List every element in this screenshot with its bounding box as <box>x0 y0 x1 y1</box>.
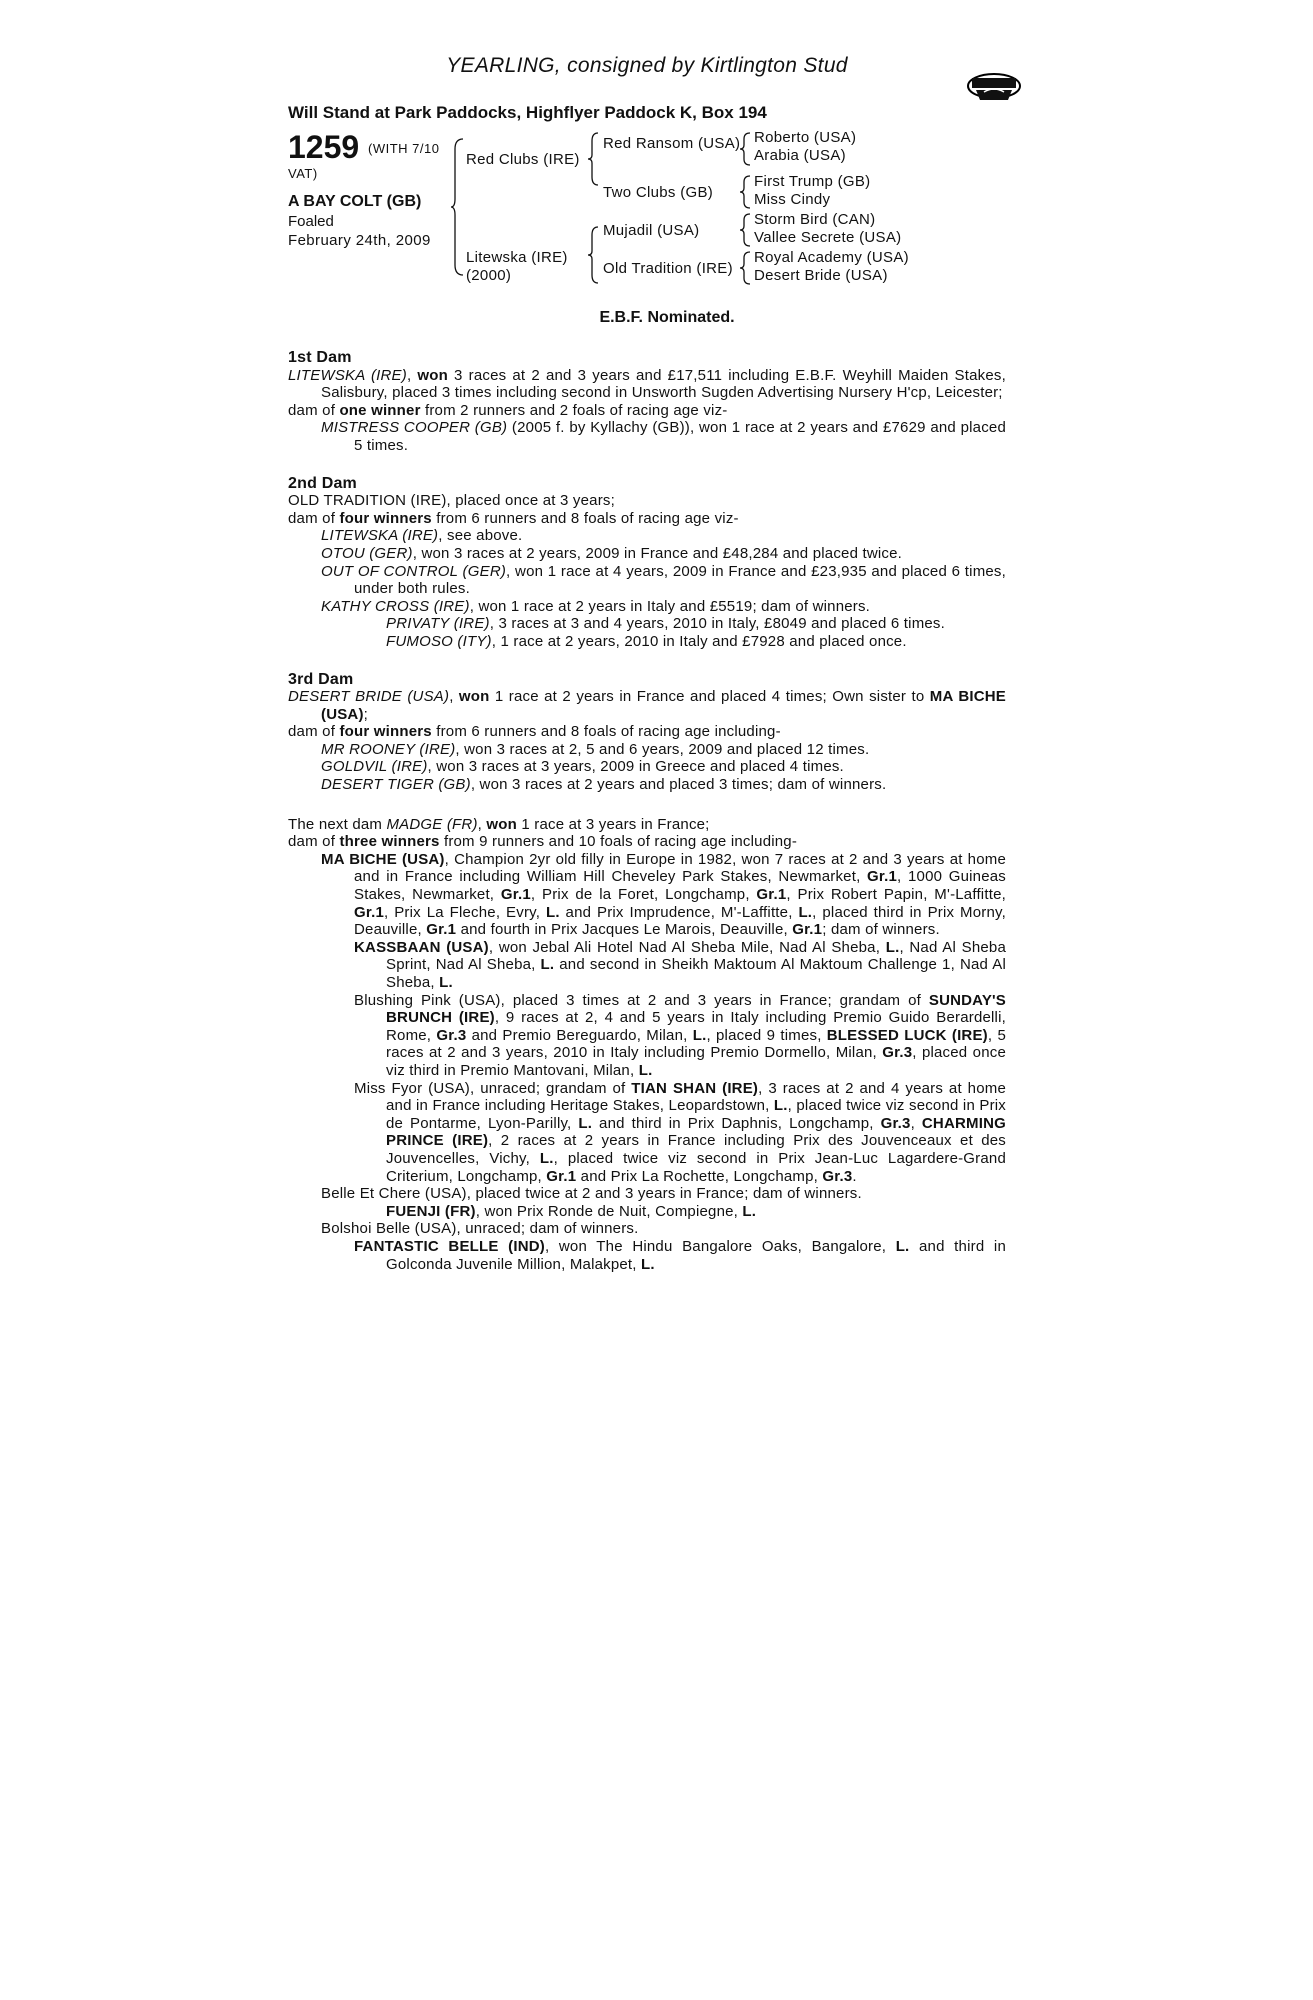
pedigree-sire: Red Clubs (IRE) <box>466 151 580 168</box>
dam-of-line: dam of four winners from 6 runners and 8 foals of racing age including- <box>288 723 781 741</box>
pedigree-ddd: Desert Bride (USA) <box>754 267 888 284</box>
pedigree-ssd: Arabia (USA) <box>754 147 846 164</box>
dam-record: The next dam MADGE (FR), won 1 race at 3 years in France; <box>288 815 710 833</box>
pedigree-sss: Roberto (USA) <box>754 129 857 146</box>
tattersalls-logo-icon <box>966 66 1022 106</box>
pedigree-brace <box>740 251 752 285</box>
lot-number: 1259 <box>288 129 360 165</box>
produce-entry: MISTRESS COOPER (GB) (2005 f. by Kyllachy (GB)), won 1 race at 2 years and £7629 and placed 5 times. <box>321 419 1006 454</box>
produce-entry: KATHY CROSS (IRE), won 1 race at 2 years in Italy and £5519; dam of winners. <box>321 597 871 615</box>
produce-entry: KASSBAAN (USA), won Jebal Ali Hotel Nad Al Sheba Mile, Nad Al Sheba, L., Nad Al Sheba Sprint, Nad Al Sheba, L. and second in Sheikh Maktoum Al Maktoum Challenge 1, Nad Al Sheba, L. <box>354 938 1006 991</box>
produce-entry: Bolshoi Belle (USA), unraced; dam of winners. <box>321 1220 639 1238</box>
dam-record: OLD TRADITION (IRE), placed once at 3 years; <box>288 492 615 510</box>
pedigree-sire-dam: Two Clubs (GB) <box>603 184 714 201</box>
produce-entry: OTOU (GER), won 3 races at 2 years, 2009 in France and £48,284 and placed twice. <box>321 544 903 562</box>
ebf-nominated: E.B.F. Nominated. <box>599 309 735 326</box>
next-dam-section <box>288 816 1006 1273</box>
pedigree-dam-dam: Old Tradition (IRE) <box>603 260 733 277</box>
page-header: YEARLING, consigned by Kirtlington Stud <box>446 54 848 77</box>
catalogue-page <box>288 54 1006 1273</box>
produce-entry: Blushing Pink (USA), placed 3 times at 2 and 3 years in France; grandam of SUNDAY'S BRUNCH (IRE), 9 races at 2, 4 and 5 years in Italy including Premio Guido Berardelli, Rome, Gr.3 and Premio Bereguardo, Milan, L., placed 9 times, BLESSED LUCK (IRE), 5 races at 2 and 3 years, 2010 in Italy including Premio Dormello, Milan, Gr.3, placed once viz third in Premio Mantovani, Milan, L. <box>354 991 1006 1079</box>
section-heading: 2nd Dam <box>288 474 357 492</box>
produce-entry: FUENJI (FR), won Prix Ronde de Nuit, Compiegne, L. <box>386 1202 757 1220</box>
pedigree-dds: Royal Academy (USA) <box>754 249 909 266</box>
pedigree-brace <box>588 225 600 285</box>
lot-pedigree-block <box>288 129 1006 319</box>
stand-location: Will Stand at Park Paddocks, Highflyer Paddock K, Box 194 <box>288 103 767 122</box>
produce-entry: Miss Fyor (USA), unraced; grandam of TIAN SHAN (IRE), 3 races at 2 and 4 years at home and in France including Heritage Stakes, Leopardstown, L., placed twice viz second in Prix de Pontarme, Lyon-Parilly, L. and third in Prix Daphnis, Longchamp, Gr.3, CHARMING PRINCE (IRE), 2 races at 2 years in France including Prix des Jouvenceaux et des Jouvencelles, Vichy, L., placed twice viz second in Prix Jean-Luc Lagardere-Grand Criterium, Longchamp, Gr.1 and Prix La Rochette, Longchamp, Gr.3. <box>354 1079 1007 1185</box>
pedigree-brace <box>740 213 752 247</box>
dam-of-line: dam of one winner from 2 runners and 2 foals of racing age viz- <box>288 401 728 419</box>
produce-entry: LITEWSKA (IRE), see above. <box>321 527 523 545</box>
third-dam-section <box>288 671 1006 794</box>
vat-note-2: VAT) <box>288 166 318 181</box>
pedigree-sdd: Miss Cindy <box>754 191 831 208</box>
produce-entry: PRIVATY (IRE), 3 races at 3 and 4 years, 2010 in Italy, £8049 and placed 6 times. <box>386 615 945 633</box>
dam-of-line: dam of four winners from 6 runners and 8 foals of racing age viz- <box>288 509 739 527</box>
pedigree-dam-sire: Mujadil (USA) <box>603 222 700 239</box>
first-dam-section <box>288 349 1006 455</box>
dam-of-line: dam of three winners from 9 runners and 10 foals of racing age including- <box>288 833 798 851</box>
pedigree-brace <box>740 132 752 166</box>
section-heading: 1st Dam <box>288 349 352 366</box>
foaled-date: February 24th, 2009 <box>288 232 431 249</box>
produce-entry: FANTASTIC BELLE (IND), won The Hindu Bangalore Oaks, Bangalore, L. and third in Golconda Juvenile Million, Malakpet, L. <box>354 1237 1006 1273</box>
dam-record: DESERT BRIDE (USA), won 1 race at 2 years in France and placed 4 times; Own sister to MA BICHE (USA); <box>288 688 1006 723</box>
lot-description: A BAY COLT (GB) <box>288 193 422 210</box>
produce-entry: DESERT TIGER (GB), won 3 races at 2 years and placed 3 times; dam of winners. <box>321 776 887 794</box>
dam-record: LITEWSKA (IRE), won 3 races at 2 and 3 years and £17,511 including E.B.F. Weyhill Maiden Stakes, Salisbury, placed 3 times including second in Unsworth Sugden Advertising Nursery H'cp, Leicester; <box>288 366 1006 402</box>
produce-entry: OUT OF CONTROL (GER), won 1 race at 4 years, 2009 in France and £23,935 and placed 6 times, under both rules. <box>321 562 1006 598</box>
foaled-label: Foaled <box>288 213 334 230</box>
produce-entry: MA BICHE (USA), Champion 2yr old filly in Europe in 1982, won 7 races at 2 and 3 years at home and in France including William Hill Cheveley Park Stakes, Newmarket, Gr.1, 1000 Guineas Stakes, Newmarket, Gr.1, Prix de la Foret, Longchamp, Gr.1, Prix Robert Papin, M'-Laffitte, Gr.1, Prix La Fleche, Evry, L. and Prix Imprudence, M'-Laffitte, L., placed third in Prix Morny, Deauville, Gr.1 and fourth in Prix Jacques Le Marois, Deauville, Gr.1; dam of winners. <box>321 850 1007 939</box>
produce-entry: GOLDVIL (IRE), won 3 races at 3 years, 2009 in Greece and placed 4 times. <box>321 758 844 776</box>
pedigree-brace <box>740 175 752 209</box>
produce-entry: Belle Et Chere (USA), placed twice at 2 and 3 years in France; dam of winners. <box>321 1185 862 1203</box>
pedigree-sds: First Trump (GB) <box>754 173 871 190</box>
pedigree-dsd: Vallee Secrete (USA) <box>754 229 902 246</box>
produce-entry: MR ROONEY (IRE), won 3 races at 2, 5 and 6 years, 2009 and placed 12 times. <box>321 740 870 758</box>
pedigree-brace <box>588 131 600 187</box>
pedigree-dss: Storm Bird (CAN) <box>754 211 876 228</box>
pedigree-dam-year: (2000) <box>466 267 512 284</box>
section-heading: 3rd Dam <box>288 670 354 688</box>
pedigree-brace <box>451 137 467 277</box>
pedigree-dam: Litewska (IRE) <box>466 249 568 266</box>
pedigree-sire-sire: Red Ransom (USA) <box>603 135 741 152</box>
vat-note: (WITH 7/10 <box>368 141 440 156</box>
second-dam-section <box>288 475 1006 651</box>
produce-entry: FUMOSO (ITY), 1 race at 2 years, 2010 in Italy and £7928 and placed once. <box>386 632 907 650</box>
